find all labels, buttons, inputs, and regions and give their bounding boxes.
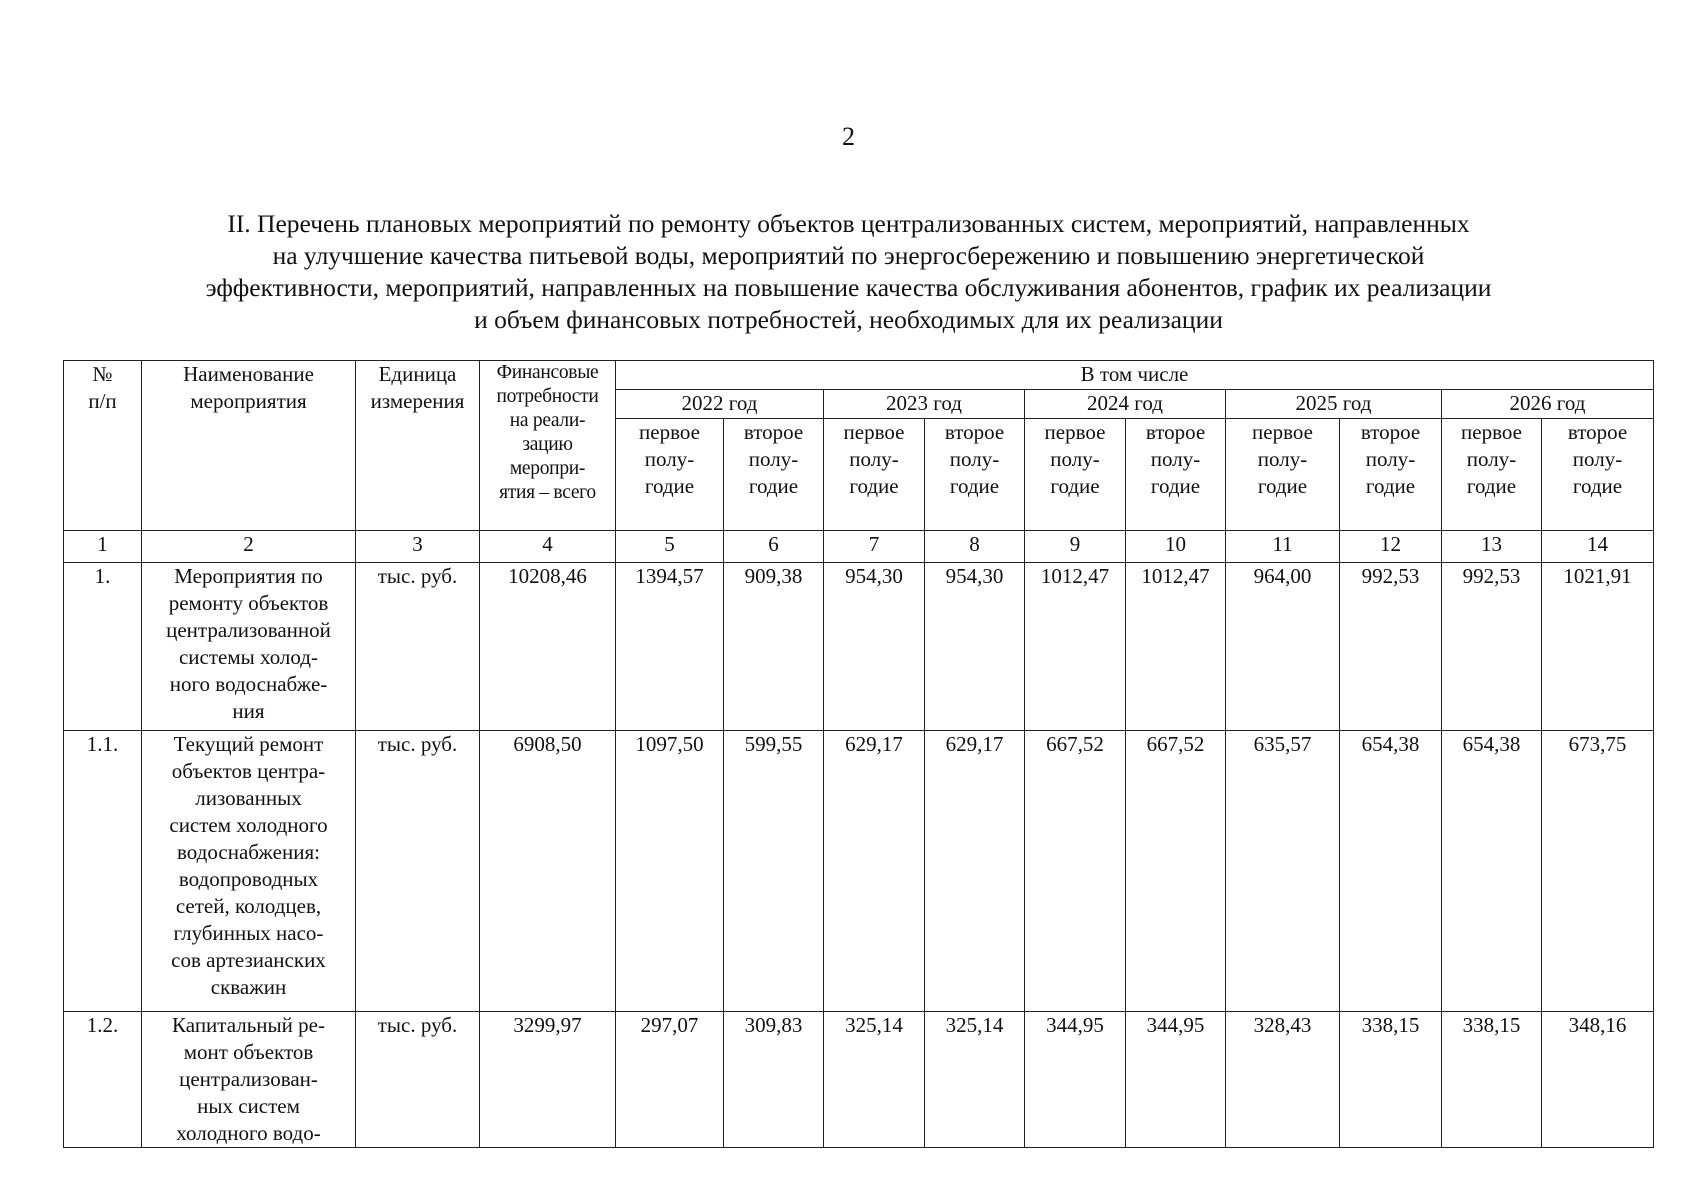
row-value: 344,95 [1025, 1012, 1126, 1148]
column-number: 13 [1442, 531, 1542, 563]
row-total: 10208,46 [480, 563, 616, 731]
column-number: 3 [356, 531, 480, 563]
header-year: 2026 год [1442, 390, 1654, 419]
row-value: 1012,47 [1025, 563, 1126, 731]
title-line: II. Перечень плановых мероприятий по ремонту объектов централизованных систем, мероприятий, направленных [227, 209, 1470, 238]
row-name: Текущий ремонт объектов центра- лизованных систем холодного водоснабжения: водопроводных сетей, колодцев, глубинных насо- сов артезианских скважин [142, 731, 356, 1012]
table-row [64, 731, 1654, 1012]
title-line: и объем финансовых потребностей, необходимых для их реализации [474, 305, 1223, 334]
row-value: 599,55 [724, 731, 824, 1012]
header-year: 2024 год [1025, 390, 1226, 419]
row-name: Капитальный ре- монт объектов централизован- ных систем холодного водо- [142, 1012, 356, 1148]
column-number: 14 [1542, 531, 1654, 563]
row-value: 297,07 [616, 1012, 724, 1148]
column-number: 6 [724, 531, 824, 563]
table-row [64, 1012, 1654, 1148]
column-number: 7 [824, 531, 925, 563]
header-first-half: первое полу- годие [824, 419, 925, 531]
row-value: 635,57 [1226, 731, 1340, 1012]
header-unit: Единица измерения [356, 361, 480, 531]
row-value: 954,30 [925, 563, 1025, 731]
row-value: 325,14 [824, 1012, 925, 1148]
header-first-half: первое полу- годие [616, 419, 724, 531]
row-value: 328,43 [1226, 1012, 1340, 1148]
column-number: 8 [925, 531, 1025, 563]
header-finance: Финансовые потребности на реали- зацию меропри- ятия – всего [480, 361, 616, 531]
row-value: 348,16 [1542, 1012, 1654, 1148]
header-second-half: второе полу- годие [1542, 419, 1654, 531]
column-number: 11 [1226, 531, 1340, 563]
row-number: 1. [64, 563, 142, 731]
header-second-half: второе полу- годие [1340, 419, 1442, 531]
row-value: 909,38 [724, 563, 824, 731]
row-value: 1097,50 [616, 731, 724, 1012]
document-title [100, 208, 1597, 336]
row-number: 1.2. [64, 1012, 142, 1148]
row-value: 667,52 [1126, 731, 1226, 1012]
row-unit: тыс. руб. [356, 731, 480, 1012]
column-number: 5 [616, 531, 724, 563]
table-row [64, 563, 1654, 731]
row-value: 992,53 [1442, 563, 1542, 731]
header-year: 2022 год [616, 390, 824, 419]
header-name: Наименование мероприятия [142, 361, 356, 531]
page-number: 2 [842, 122, 855, 151]
row-value: 1012,47 [1126, 563, 1226, 731]
title-line: на улучшение качества питьевой воды, мероприятий по энергосбережению и повышению энергетической [272, 241, 1425, 270]
row-value: 338,15 [1340, 1012, 1442, 1148]
row-value: 309,83 [724, 1012, 824, 1148]
plan-table [63, 360, 1654, 1148]
header-first-half: первое полу- годие [1025, 419, 1126, 531]
header-second-half: второе полу- годие [925, 419, 1025, 531]
row-value: 654,38 [1442, 731, 1542, 1012]
title-line: эффективности, мероприятий, направленных на повышение качества обслуживания абонентов, график их реализации [205, 273, 1492, 302]
column-number: 12 [1340, 531, 1442, 563]
header-second-half: второе полу- годие [724, 419, 824, 531]
header-second-half: второе полу- годие [1126, 419, 1226, 531]
row-value: 954,30 [824, 563, 925, 731]
row-unit: тыс. руб. [356, 563, 480, 731]
row-value: 325,14 [925, 1012, 1025, 1148]
row-value: 654,38 [1340, 731, 1442, 1012]
row-value: 992,53 [1340, 563, 1442, 731]
row-value: 1394,57 [616, 563, 724, 731]
header-year: 2023 год [824, 390, 1025, 419]
column-number: 4 [480, 531, 616, 563]
row-number: 1.1. [64, 731, 142, 1012]
header-including: В том числе [616, 361, 1654, 390]
row-value: 629,17 [925, 731, 1025, 1012]
header-first-half: первое полу- годие [1442, 419, 1542, 531]
column-number: 2 [142, 531, 356, 563]
row-value: 338,15 [1442, 1012, 1542, 1148]
column-number: 9 [1025, 531, 1126, 563]
header-num: № п/п [64, 361, 142, 531]
row-value: 964,00 [1226, 563, 1340, 731]
row-value: 1021,91 [1542, 563, 1654, 731]
column-number-row [64, 531, 1654, 563]
row-value: 667,52 [1025, 731, 1126, 1012]
header-first-half: первое полу- годие [1226, 419, 1340, 531]
header-year: 2025 год [1226, 390, 1442, 419]
column-number: 1 [64, 531, 142, 563]
row-total: 3299,97 [480, 1012, 616, 1148]
row-value: 344,95 [1126, 1012, 1226, 1148]
row-unit: тыс. руб. [356, 1012, 480, 1148]
row-value: 629,17 [824, 731, 925, 1012]
row-total: 6908,50 [480, 731, 616, 1012]
row-value: 673,75 [1542, 731, 1654, 1012]
row-name: Мероприятия по ремонту объектов централизованной системы холод- ного водоснабже- ния [142, 563, 356, 731]
column-number: 10 [1126, 531, 1226, 563]
